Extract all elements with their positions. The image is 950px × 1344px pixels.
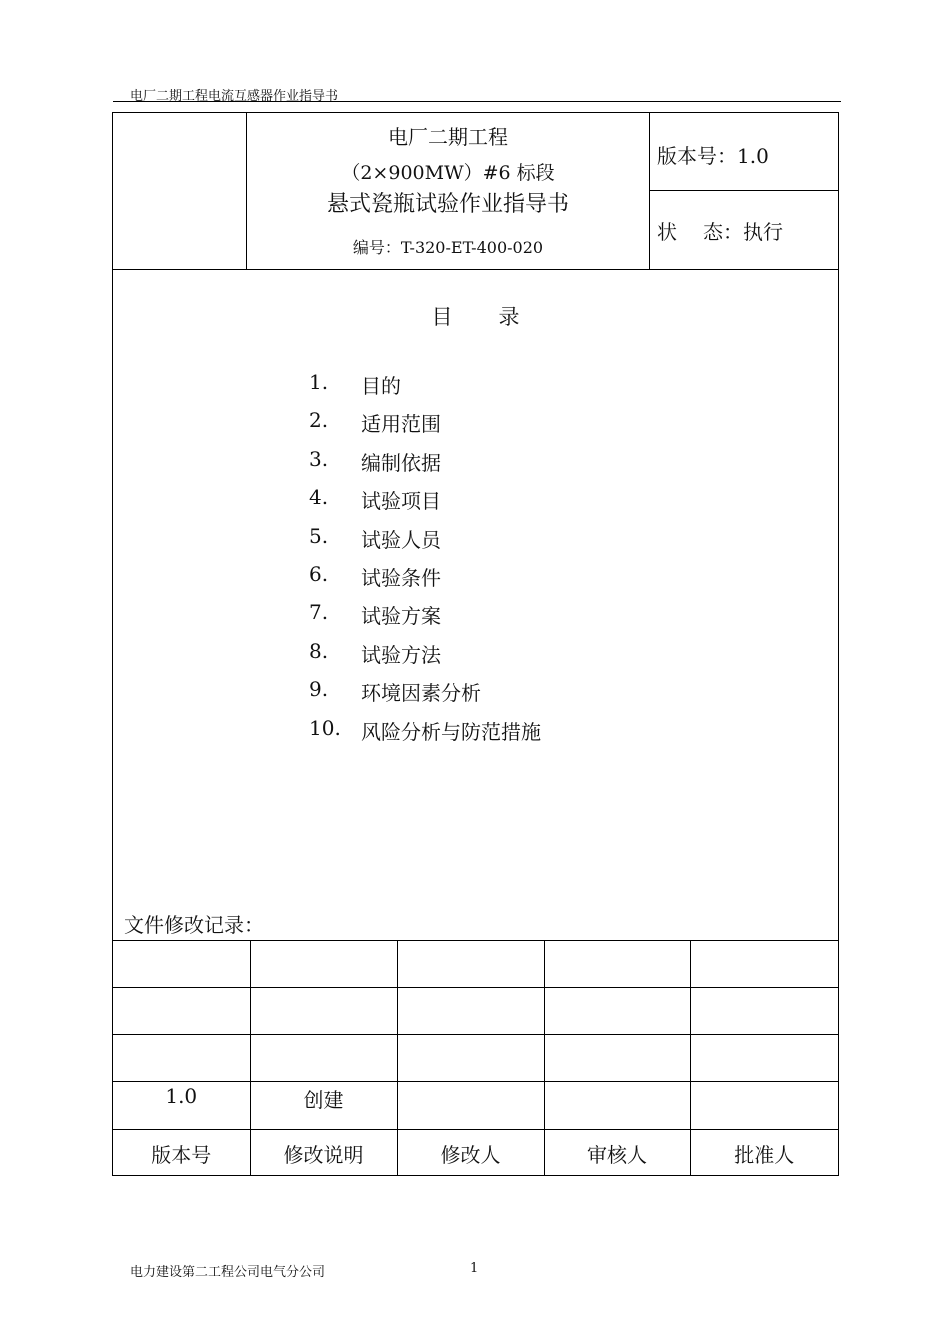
toc-item-number: 4. [309,485,329,510]
table-cell[interactable] [113,988,250,1035]
document-code: 编号：T-320-ET-400-020 [352,238,544,257]
column-header-version: 版本号 [113,1130,250,1177]
table-cell[interactable] [250,988,397,1035]
toc-item[interactable] [309,524,541,562]
table-cell[interactable] [397,1035,544,1082]
footer-company: 电力建设第二工程公司电气分公司 [130,1265,326,1280]
table-row [113,941,838,988]
toc-item-label: 试验条件 [361,565,441,590]
table-cell[interactable] [544,941,690,988]
status-cell [650,191,838,269]
table-cell[interactable] [544,1082,690,1130]
toc-item[interactable] [309,639,541,677]
table-cell[interactable] [690,941,838,988]
toc-item-number: 9. [309,677,329,702]
toc-item-label: 试验方案 [361,604,441,629]
toc-heading [113,301,838,331]
revision-version-cell[interactable]: 1.0 [113,1082,250,1130]
status-label-2: 态： [703,220,743,244]
table-cell[interactable] [397,988,544,1035]
document-title: 悬式瓷瓶试验作业指导书 [326,192,569,217]
toc-item-label: 试验方法 [361,642,441,667]
version-cell [650,113,838,191]
toc-item-number: 3. [309,446,329,471]
header-rule [113,101,841,102]
table-header-row [113,1130,838,1177]
table-cell[interactable] [113,941,250,988]
toc-item-number: 7. [309,600,329,625]
status-label: 状 [657,220,677,244]
toc-item-label: 适用范围 [361,412,441,437]
toc-item-number: 6. [309,561,329,586]
toc-item[interactable] [309,447,541,485]
toc-item-label: 编制依据 [361,450,441,475]
table-cell[interactable] [690,1035,838,1082]
logo-cell [113,113,247,269]
toc-item-number: 2. [309,408,329,433]
document-frame [112,112,839,1176]
revision-description-cell[interactable]: 创建 [250,1082,397,1130]
page-number: 1 [470,1261,479,1276]
table-cell[interactable] [544,1035,690,1082]
version-text: 版本号：1.0 [657,144,769,168]
column-header-description: 修改说明 [250,1130,397,1177]
status-text [657,216,783,245]
title-block [113,113,838,270]
project-section: （2×900MW）#6 标段 [341,162,555,184]
toc-heading-right: 录 [498,305,520,329]
column-header-approver: 批准人 [690,1130,838,1177]
toc-item-label: 试验项目 [361,489,441,514]
toc-list [309,370,541,754]
toc-item-number: 1. [309,370,329,394]
toc-item-label: 风险分析与防范措施 [361,719,541,744]
revision-table [113,940,838,1176]
toc-item-number: 8. [309,638,329,663]
running-header: 电厂二期工程电流互感器作业指导书 [130,89,339,104]
table-cell[interactable] [544,988,690,1035]
table-cell[interactable] [113,1035,250,1082]
table-cell[interactable] [397,941,544,988]
toc-item[interactable] [309,485,541,523]
toc-item[interactable] [309,677,541,715]
table-cell[interactable] [250,1035,397,1082]
column-header-reviewer: 审核人 [544,1130,690,1177]
table-row [113,1082,838,1130]
status-value: 执行 [743,220,783,244]
toc-item-label: 试验人员 [361,527,441,552]
toc-item-label: 环境因素分析 [361,681,481,706]
toc-item[interactable] [309,370,541,408]
table-cell[interactable] [690,988,838,1035]
table-row [113,1035,838,1082]
revision-record-label: 文件修改记录： [124,913,264,937]
table-row [113,988,838,1035]
toc-item-label: 目的 [361,374,401,398]
toc-heading-left: 目 [431,305,453,329]
toc-item[interactable] [309,408,541,446]
toc-item[interactable] [309,600,541,638]
table-cell[interactable] [397,1082,544,1130]
toc-item[interactable] [309,562,541,600]
toc-item-number: 10. [309,715,341,740]
project-name: 电厂二期工程 [388,125,508,149]
meta-cell [650,113,838,269]
title-cell [247,113,650,269]
table-cell[interactable] [690,1082,838,1130]
column-header-modifier: 修改人 [397,1130,544,1177]
toc-item[interactable] [309,716,541,754]
toc-item-number: 5. [309,523,329,548]
table-cell[interactable] [250,941,397,988]
